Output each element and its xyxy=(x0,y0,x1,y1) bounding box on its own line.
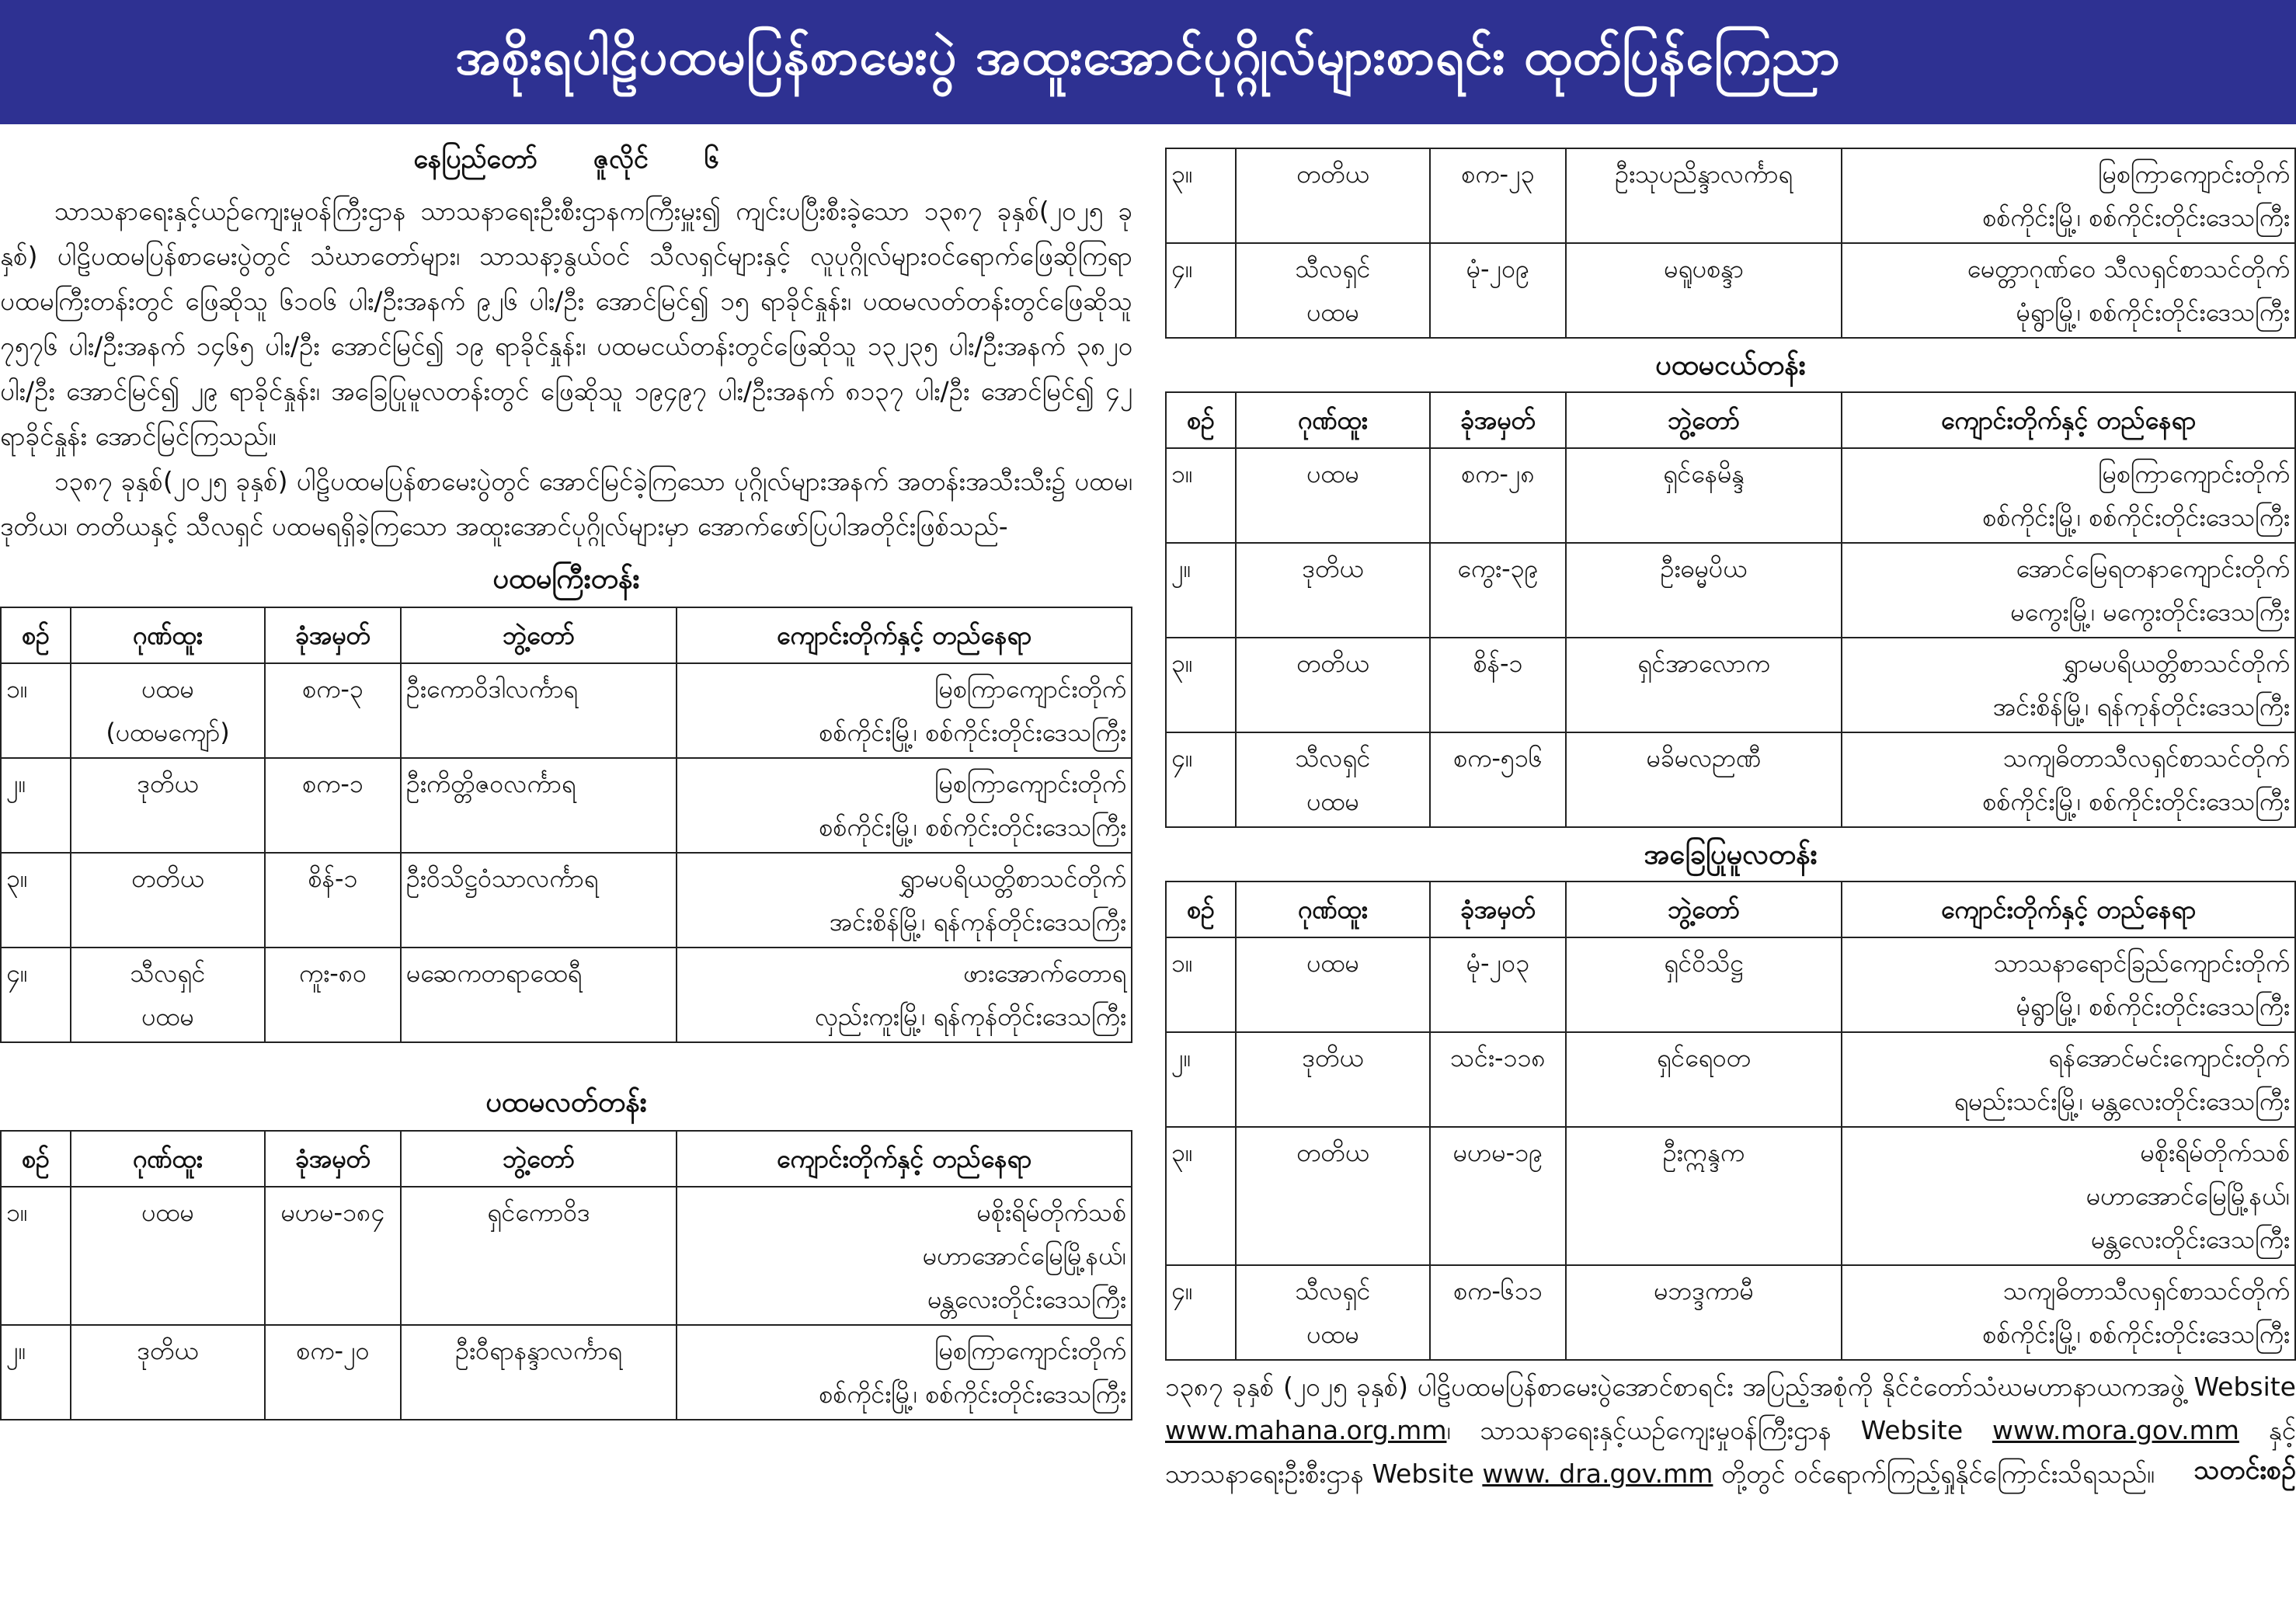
monk-name: ဦးဓမ္မပိယ xyxy=(1566,543,1842,638)
rank-cell xyxy=(1236,148,1430,243)
roll-number: မုံ-၂၀၃ xyxy=(1430,937,1566,1032)
roll-number: မုံ-၂၀၉ xyxy=(1430,243,1566,338)
rank-line: (ပထမကျော်) xyxy=(106,718,230,747)
row-number: ၂။ xyxy=(1,1325,71,1420)
rank-cell xyxy=(71,1187,265,1325)
monastery-cell xyxy=(1842,148,2295,243)
table-row xyxy=(1,853,1132,948)
roll-number: စက-၆၁၁ xyxy=(1430,1265,1566,1360)
monk-name: ဦးဝိသိဋ္ဌဝံသာလင်္ကာရ xyxy=(401,853,677,948)
monk-name: မခိမလဉာဏီ xyxy=(1566,732,1842,827)
rank-line: ဒုတိယ xyxy=(1302,554,1364,583)
table-row xyxy=(1,1187,1132,1325)
results-table-lower xyxy=(1165,391,2296,828)
table-row xyxy=(1166,243,2295,338)
left-column xyxy=(0,137,1132,1420)
row-number: ၃။ xyxy=(1166,1127,1236,1265)
monastery-line: စစ်ကိုင်းမြို့၊ စစ်ကိုင်းတိုင်းဒေသကြီး xyxy=(1982,502,2290,532)
rank-cell xyxy=(71,853,265,948)
roll-number: စိန်-၁ xyxy=(265,853,401,948)
monastery-line: မြစကြာကျောင်းတိုက် xyxy=(2098,159,2290,189)
section-title-basic: အခြေပြုမူလတန်း xyxy=(1644,839,1818,871)
rank-line: ပထမ xyxy=(1306,297,1359,327)
column-header-name: ဘွဲ့တော် xyxy=(401,1131,677,1187)
column-header-name: ဘွဲ့တော် xyxy=(401,607,677,663)
rank-cell xyxy=(1236,937,1430,1032)
table-row xyxy=(1166,1032,2295,1127)
section-title-middle: ပထမလတ်တန်း xyxy=(485,1087,647,1118)
rank-cell xyxy=(1236,732,1430,827)
monastery-cell xyxy=(1842,543,2295,638)
monk-name: ဦးဝီရာနန္ဒာလင်္ကာရ xyxy=(401,1325,677,1420)
rank-line: ပထမ xyxy=(1306,787,1359,816)
monastery-line: မစိုးရိမ်တိုက်သစ် xyxy=(2140,1138,2290,1167)
column-header-rank: ဂုဏ်ထူး xyxy=(1236,392,1430,448)
monastery-line: သကျဓိတာသီလရှင်စာသင်တိုက် xyxy=(2003,743,2290,773)
monk-name: ဦးဣန္ဒက xyxy=(1566,1127,1842,1265)
monk-name: ဦးကိတ္တိဇဝလင်္ကာရ xyxy=(401,758,677,853)
table-row xyxy=(1,1325,1132,1420)
footer-text-d: တို့တွင် ဝင်ရောက်ကြည့်ရှုနိုင်ကြောင်းသိရသည်။ xyxy=(1713,1459,2155,1489)
rank-line: ဒုတိယ xyxy=(1302,1043,1364,1073)
monastery-line: ရွှာမပရိယတ္တိစာသင်တိုက် xyxy=(900,864,1126,893)
monastery-cell xyxy=(1842,243,2295,338)
monastery-line: သာသနာရောင်ခြည်ကျောင်းတိုက် xyxy=(1994,948,2290,978)
row-number: ၁။ xyxy=(1,1187,71,1325)
column-header-roll: ခုံအမှတ် xyxy=(265,1131,401,1187)
monastery-line: ရွှာမပရိယတ္တိစာသင်တိုက် xyxy=(2064,649,2290,678)
roll-number: စက-၃ xyxy=(265,663,401,758)
monk-name: မရူပစန္ဒာ xyxy=(1566,243,1842,338)
rank-line: ပထမ xyxy=(1306,948,1359,978)
monk-name: ရှင်ကောဝိဒ xyxy=(401,1187,677,1325)
table-row xyxy=(1166,937,2295,1032)
footer-link-mahana[interactable]: www.mahana.org.mm xyxy=(1165,1415,1447,1445)
monastery-line: မုံရွာမြို့၊ စစ်ကိုင်းတိုင်းဒေသကြီး xyxy=(2016,992,2290,1021)
table-header-row xyxy=(1,607,1132,663)
column-header-rank: ဂုဏ်ထူး xyxy=(71,607,265,663)
monastery-cell xyxy=(1842,1032,2295,1127)
row-number: ၄။ xyxy=(1166,1265,1236,1360)
rank-line: ပထမ xyxy=(141,1198,194,1227)
monk-name: မဘဒ္ဒကာမီ xyxy=(1566,1265,1842,1360)
table-header-row xyxy=(1,1131,1132,1187)
monastery-line: သကျဓိတာသီလရှင်စာသင်တိုက် xyxy=(2003,1276,2290,1306)
rank-cell xyxy=(1236,1032,1430,1127)
rank-cell xyxy=(71,1325,265,1420)
signature: သတင်းစဉ် xyxy=(2193,1455,2296,1486)
table-row xyxy=(1166,148,2295,243)
column-header-no: စဉ် xyxy=(1,1131,71,1187)
monastery-cell xyxy=(677,1187,1132,1325)
intro-paragraph-1: သာသနာရေးနှင့်ယဉ်ကျေးမှုဝန်ကြီးဌာန သာသနာရေးဦးစီးဌာနကကြီးမှူး၍ ကျင်းပပြီးစီးခဲ့သော ၁၃၈၇ ခုနှစ်(၂၀၂၅ ခုနှစ်) ပါဠိပထမပြန်စာမေးပွဲတွင် သံဃာတော်များ၊ သာသနာ့နွယ်ဝင် သီလရှင်များနှင့် လူပုဂ္ဂိုလ်များဝင်ရောက်ဖြေဆိုကြရာ ပထမကြီးတန်းတွင် ဖြေဆိုသူ ၆၁၀၆ ပါး/ဦးအနက် ၉၂၆ ပါး/ဦး အောင်မြင်၍ ၁၅ ရာခိုင်နှုန်း၊ ပထမလတ်တန်းတွင်ဖြေဆိုသူ ၇၅၇၆ ပါး/ဦးအနက် ၁၄၆၅ ပါး/ဦး အောင်မြင်၍ ၁၉ ရာခိုင်နှုန်း၊ ပထမငယ်တန်းတွင်ဖြေဆိုသူ ၁၃၂၃၅ ပါး/ဦးအနက် ၃၈၂၀ ပါး/ဦး အောင်မြင်၍ ၂၉ ရာခိုင်နှုန်း၊ အခြေပြုမူလတန်းတွင် ဖြေဆိုသူ ၁၉၄၉၇ ပါး/ဦးအနက် ၈၁၃၇ ပါး/ဦး အောင်မြင်၍ ၄၂ ရာခိုင်နှုန်း အောင်မြင်ကြသည်။ xyxy=(0,196,1132,451)
monastery-line: စစ်ကိုင်းမြို့၊ စစ်ကိုင်းတိုင်းဒေသကြီး xyxy=(819,718,1126,747)
rank-line: သီလရှင် xyxy=(1295,1276,1371,1306)
rank-line: သီလရှင် xyxy=(1295,743,1371,773)
roll-number: ကူး-၈၀ xyxy=(265,948,401,1042)
rank-cell xyxy=(1236,638,1430,732)
rank-line: ပထမ xyxy=(141,674,194,704)
roll-number: စက-၂၃ xyxy=(1430,148,1566,243)
monastery-cell xyxy=(677,1325,1132,1420)
footer-link-mora[interactable]: www.mora.gov.mm xyxy=(1992,1415,2239,1445)
monastery-line: ရမည်းသင်းမြို့၊ မန္တလေးတိုင်းဒေသကြီး xyxy=(1953,1087,2290,1116)
roll-number: စက-၂၀ xyxy=(265,1325,401,1420)
row-number: ၃။ xyxy=(1166,638,1236,732)
monastery-line: မြစကြာကျောင်းတိုက် xyxy=(934,674,1126,704)
table-row xyxy=(1,663,1132,758)
title-banner xyxy=(0,0,2296,124)
rank-line: သီလရှင် xyxy=(130,958,206,988)
column-header-monastery: ကျောင်းတိုက်နှင့် တည်နေရာ xyxy=(1842,881,2295,937)
monastery-cell xyxy=(1842,448,2295,543)
row-number: ၂။ xyxy=(1166,1032,1236,1127)
row-number: ၁။ xyxy=(1,663,71,758)
footer-text-a: ၁၃၈၇ ခုနှစ် (၂၀၂၅ ခုနှစ်) ပါဠိပထမပြန်စာမေးပွဲအောင်စာရင်း အပြည့်အစုံကို နိုင်ငံတော်သံဃမဟာနာယကအဖွဲ့ Website xyxy=(1165,1372,2296,1402)
monastery-line: မစိုးရိမ်တိုက်သစ် xyxy=(976,1198,1126,1227)
rank-line: ပထမ xyxy=(141,1002,194,1031)
dateline xyxy=(0,141,1132,181)
rank-cell xyxy=(71,948,265,1042)
monastery-line: မန္တလေးတိုင်းဒေသကြီး xyxy=(2091,1225,2290,1254)
monastery-line: စစ်ကိုင်းမြို့၊ စစ်ကိုင်းတိုင်းဒေသကြီး xyxy=(1982,203,2290,232)
rank-line: တတိယ xyxy=(1296,1138,1369,1167)
row-number: ၄။ xyxy=(1,948,71,1042)
monastery-cell xyxy=(1842,638,2295,732)
monastery-cell xyxy=(677,853,1132,948)
results-table-middle-continued xyxy=(1165,148,2296,339)
column-header-monastery: ကျောင်းတိုက်နှင့် တည်နေရာ xyxy=(677,607,1132,663)
rank-line: ဒုတိယ xyxy=(137,769,199,798)
column-header-rank: ဂုဏ်ထူး xyxy=(71,1131,265,1187)
monastery-line: မြစကြာကျောင်းတိုက် xyxy=(2098,459,2290,489)
column-header-roll: ခုံအမှတ် xyxy=(1430,392,1566,448)
monastery-line: အင်းစိန်မြို့၊ ရန်ကုန်တိုင်းဒေသကြီး xyxy=(829,907,1126,937)
roll-number: စက-၁ xyxy=(265,758,401,853)
monastery-cell xyxy=(1842,1127,2295,1265)
row-number: ၂။ xyxy=(1166,543,1236,638)
dateline-place: နေပြည်တော် xyxy=(413,144,537,175)
row-number: ၃။ xyxy=(1166,148,1236,243)
monastery-line: မဟာအောင်မြေမြို့နယ်၊ xyxy=(2086,1181,2290,1211)
monastery-cell xyxy=(677,948,1132,1042)
section-title-upper: ပထမကြီးတန်း xyxy=(492,563,640,595)
monk-name: ရှင်ရေဝတ xyxy=(1566,1032,1842,1127)
monastery-line: မဟာအောင်မြေမြို့နယ်၊ xyxy=(922,1241,1126,1271)
footer-text-b: ၊ သာသနာရေးနှင့်ယဉ်ကျေးမှုဝန်ကြီးဌာန Website xyxy=(1446,1415,1964,1445)
monastery-line: ရန်အောင်မင်းကျောင်းတိုက် xyxy=(2048,1043,2290,1073)
roll-number: မဟမ-၁၈၄ xyxy=(265,1187,401,1325)
rank-cell xyxy=(1236,1265,1430,1360)
monk-name: ဦးသုပညိန္ဒာလင်္ကာရ xyxy=(1566,148,1842,243)
results-table-basic xyxy=(1165,881,2296,1361)
roll-number: သင်း-၁၁၈ xyxy=(1430,1032,1566,1127)
roll-number: စက-၅၁၆ xyxy=(1430,732,1566,827)
rank-cell xyxy=(1236,1127,1430,1265)
table-row xyxy=(1,758,1132,853)
monk-name: ရှင်ဝိသိဋ္ဌ xyxy=(1566,937,1842,1032)
monk-name: ရှင်အာလောက xyxy=(1566,638,1842,732)
column-header-rank: ဂုဏ်ထူး xyxy=(1236,881,1430,937)
monastery-line: စစ်ကိုင်းမြို့၊ စစ်ကိုင်းတိုင်းဒေသကြီး xyxy=(1982,1320,2290,1349)
dateline-date: ဇူလိုင် ၆ xyxy=(593,144,719,175)
section-title-lower: ပထမငယ်တန်း xyxy=(1655,349,1806,381)
roll-number: မဟမ-၁၉ xyxy=(1430,1127,1566,1265)
rank-line: ဒုတိယ xyxy=(137,1336,199,1365)
roll-number: စိန်-၁ xyxy=(1430,638,1566,732)
monastery-cell xyxy=(1842,937,2295,1032)
monastery-line: မြစကြာကျောင်းတိုက် xyxy=(934,1336,1126,1365)
results-table-middle xyxy=(0,1130,1132,1420)
column-header-no: စဉ် xyxy=(1,607,71,663)
rank-cell xyxy=(71,663,265,758)
monastery-line: အောင်မြေရတနာကျောင်းတိုက် xyxy=(2016,554,2290,583)
row-number: ၁။ xyxy=(1166,448,1236,543)
table-row xyxy=(1166,732,2295,827)
column-header-name: ဘွဲ့တော် xyxy=(1566,881,1842,937)
footer-paragraph xyxy=(1165,1365,2296,1496)
monk-name: ရှင်နေမိန္ဒ xyxy=(1566,448,1842,543)
table-row xyxy=(1,948,1132,1042)
monastery-line: မုံရွာမြို့၊ စစ်ကိုင်းတိုင်းဒေသကြီး xyxy=(2016,297,2290,327)
rank-line: သီလရှင် xyxy=(1295,254,1371,283)
page-title: အစိုးရပါဠိပထမပြန်စာမေးပွဲ အထူးအောင်ပုဂ္ဂိုလ်များစာရင်း ထုတ်ပြန်ကြေညာ xyxy=(454,29,1842,86)
monastery-cell xyxy=(1842,1265,2295,1360)
rank-line: တတိယ xyxy=(131,864,204,893)
intro-paragraph-2: ၁၃၈၇ ခုနှစ်(၂၀၂၅ ခုနှစ်) ပါဠိပထမပြန်စာမေးပွဲတွင် အောင်မြင်ခဲ့ကြသော ပုဂ္ဂိုလ်များအနက် အတန်းအသီးသီး၌ ပထမ၊ ဒုတိယ၊ တတိယနှင့် သီလရှင် ပထမရရှိခဲ့ကြသော အထူးအောင်ပုဂ္ဂိုလ်များမှာ အောက်ဖော်ပြပါအတိုင်းဖြစ်သည်- xyxy=(0,466,1132,541)
table-row xyxy=(1166,638,2295,732)
monastery-line: လှည်းကူးမြို့၊ ရန်ကုန်တိုင်းဒေသကြီး xyxy=(815,1002,1126,1031)
column-header-name: ဘွဲ့တော် xyxy=(1566,392,1842,448)
roll-number: ကွေး-၃၉ xyxy=(1430,543,1566,638)
monastery-line: စစ်ကိုင်းမြို့၊ စစ်ကိုင်းတိုင်းဒေသကြီး xyxy=(819,1379,1126,1409)
rank-cell xyxy=(71,758,265,853)
monastery-line: မန္တလေးတိုင်းဒေသကြီး xyxy=(927,1285,1126,1314)
monastery-line: အင်းစိန်မြို့၊ ရန်ကုန်တိုင်းဒေသကြီး xyxy=(1992,692,2290,722)
rank-line: တတိယ xyxy=(1296,159,1369,189)
footer-link-dra[interactable]: www. dra.gov.mm xyxy=(1482,1459,1713,1489)
rank-cell xyxy=(1236,448,1430,543)
column-header-roll: ခုံအမှတ် xyxy=(1430,881,1566,937)
monk-name: မဆေကတရာထေရီ xyxy=(401,948,677,1042)
monastery-line: မေတ္တာဂုဏ်ဝေ သီလရှင်စာသင်တိုက် xyxy=(1967,254,2290,283)
rank-cell xyxy=(1236,543,1430,638)
table-row xyxy=(1166,448,2295,543)
monk-name: ဦးကောဝိဒါလင်္ကာရ xyxy=(401,663,677,758)
rank-line: ပထမ xyxy=(1306,459,1359,489)
column-header-monastery: ကျောင်းတိုက်နှင့် တည်နေရာ xyxy=(1842,392,2295,448)
column-header-no: စဉ် xyxy=(1166,392,1236,448)
footer-text-c: နှင့် သာသနာရေးဦးစီးဌာန Website xyxy=(1165,1415,2296,1489)
monastery-line: စစ်ကိုင်းမြို့၊ စစ်ကိုင်းတိုင်းဒေသကြီး xyxy=(819,812,1126,842)
monastery-line: ဖားအောက်တောရ xyxy=(963,958,1126,988)
roll-number: စက-၂၈ xyxy=(1430,448,1566,543)
rank-line: တတိယ xyxy=(1296,649,1369,678)
monastery-cell xyxy=(677,758,1132,853)
row-number: ၁။ xyxy=(1166,937,1236,1032)
table-header-row xyxy=(1166,881,2295,937)
column-header-no: စဉ် xyxy=(1166,881,1236,937)
column-header-monastery: ကျောင်းတိုက်နှင့် တည်နေရာ xyxy=(677,1131,1132,1187)
rank-line: ပထမ xyxy=(1306,1320,1359,1349)
column-header-roll: ခုံအမှတ် xyxy=(265,607,401,663)
row-number: ၃။ xyxy=(1,853,71,948)
monastery-line: မြစကြာကျောင်းတိုက် xyxy=(934,769,1126,798)
monastery-line: မကွေးမြို့၊ မကွေးတိုင်းဒေသကြီး xyxy=(2010,597,2290,627)
monastery-cell xyxy=(677,663,1132,758)
table-row xyxy=(1166,1265,2295,1360)
right-column xyxy=(1165,148,2296,1492)
row-number: ၄။ xyxy=(1166,243,1236,338)
row-number: ၄။ xyxy=(1166,732,1236,827)
table-row xyxy=(1166,543,2295,638)
table-row xyxy=(1166,1127,2295,1265)
row-number: ၂။ xyxy=(1,758,71,853)
rank-cell xyxy=(1236,243,1430,338)
monastery-cell xyxy=(1842,732,2295,827)
results-table-upper xyxy=(0,607,1132,1043)
monastery-line: စစ်ကိုင်းမြို့၊ စစ်ကိုင်းတိုင်းဒေသကြီး xyxy=(1982,787,2290,816)
table-header-row xyxy=(1166,392,2295,448)
